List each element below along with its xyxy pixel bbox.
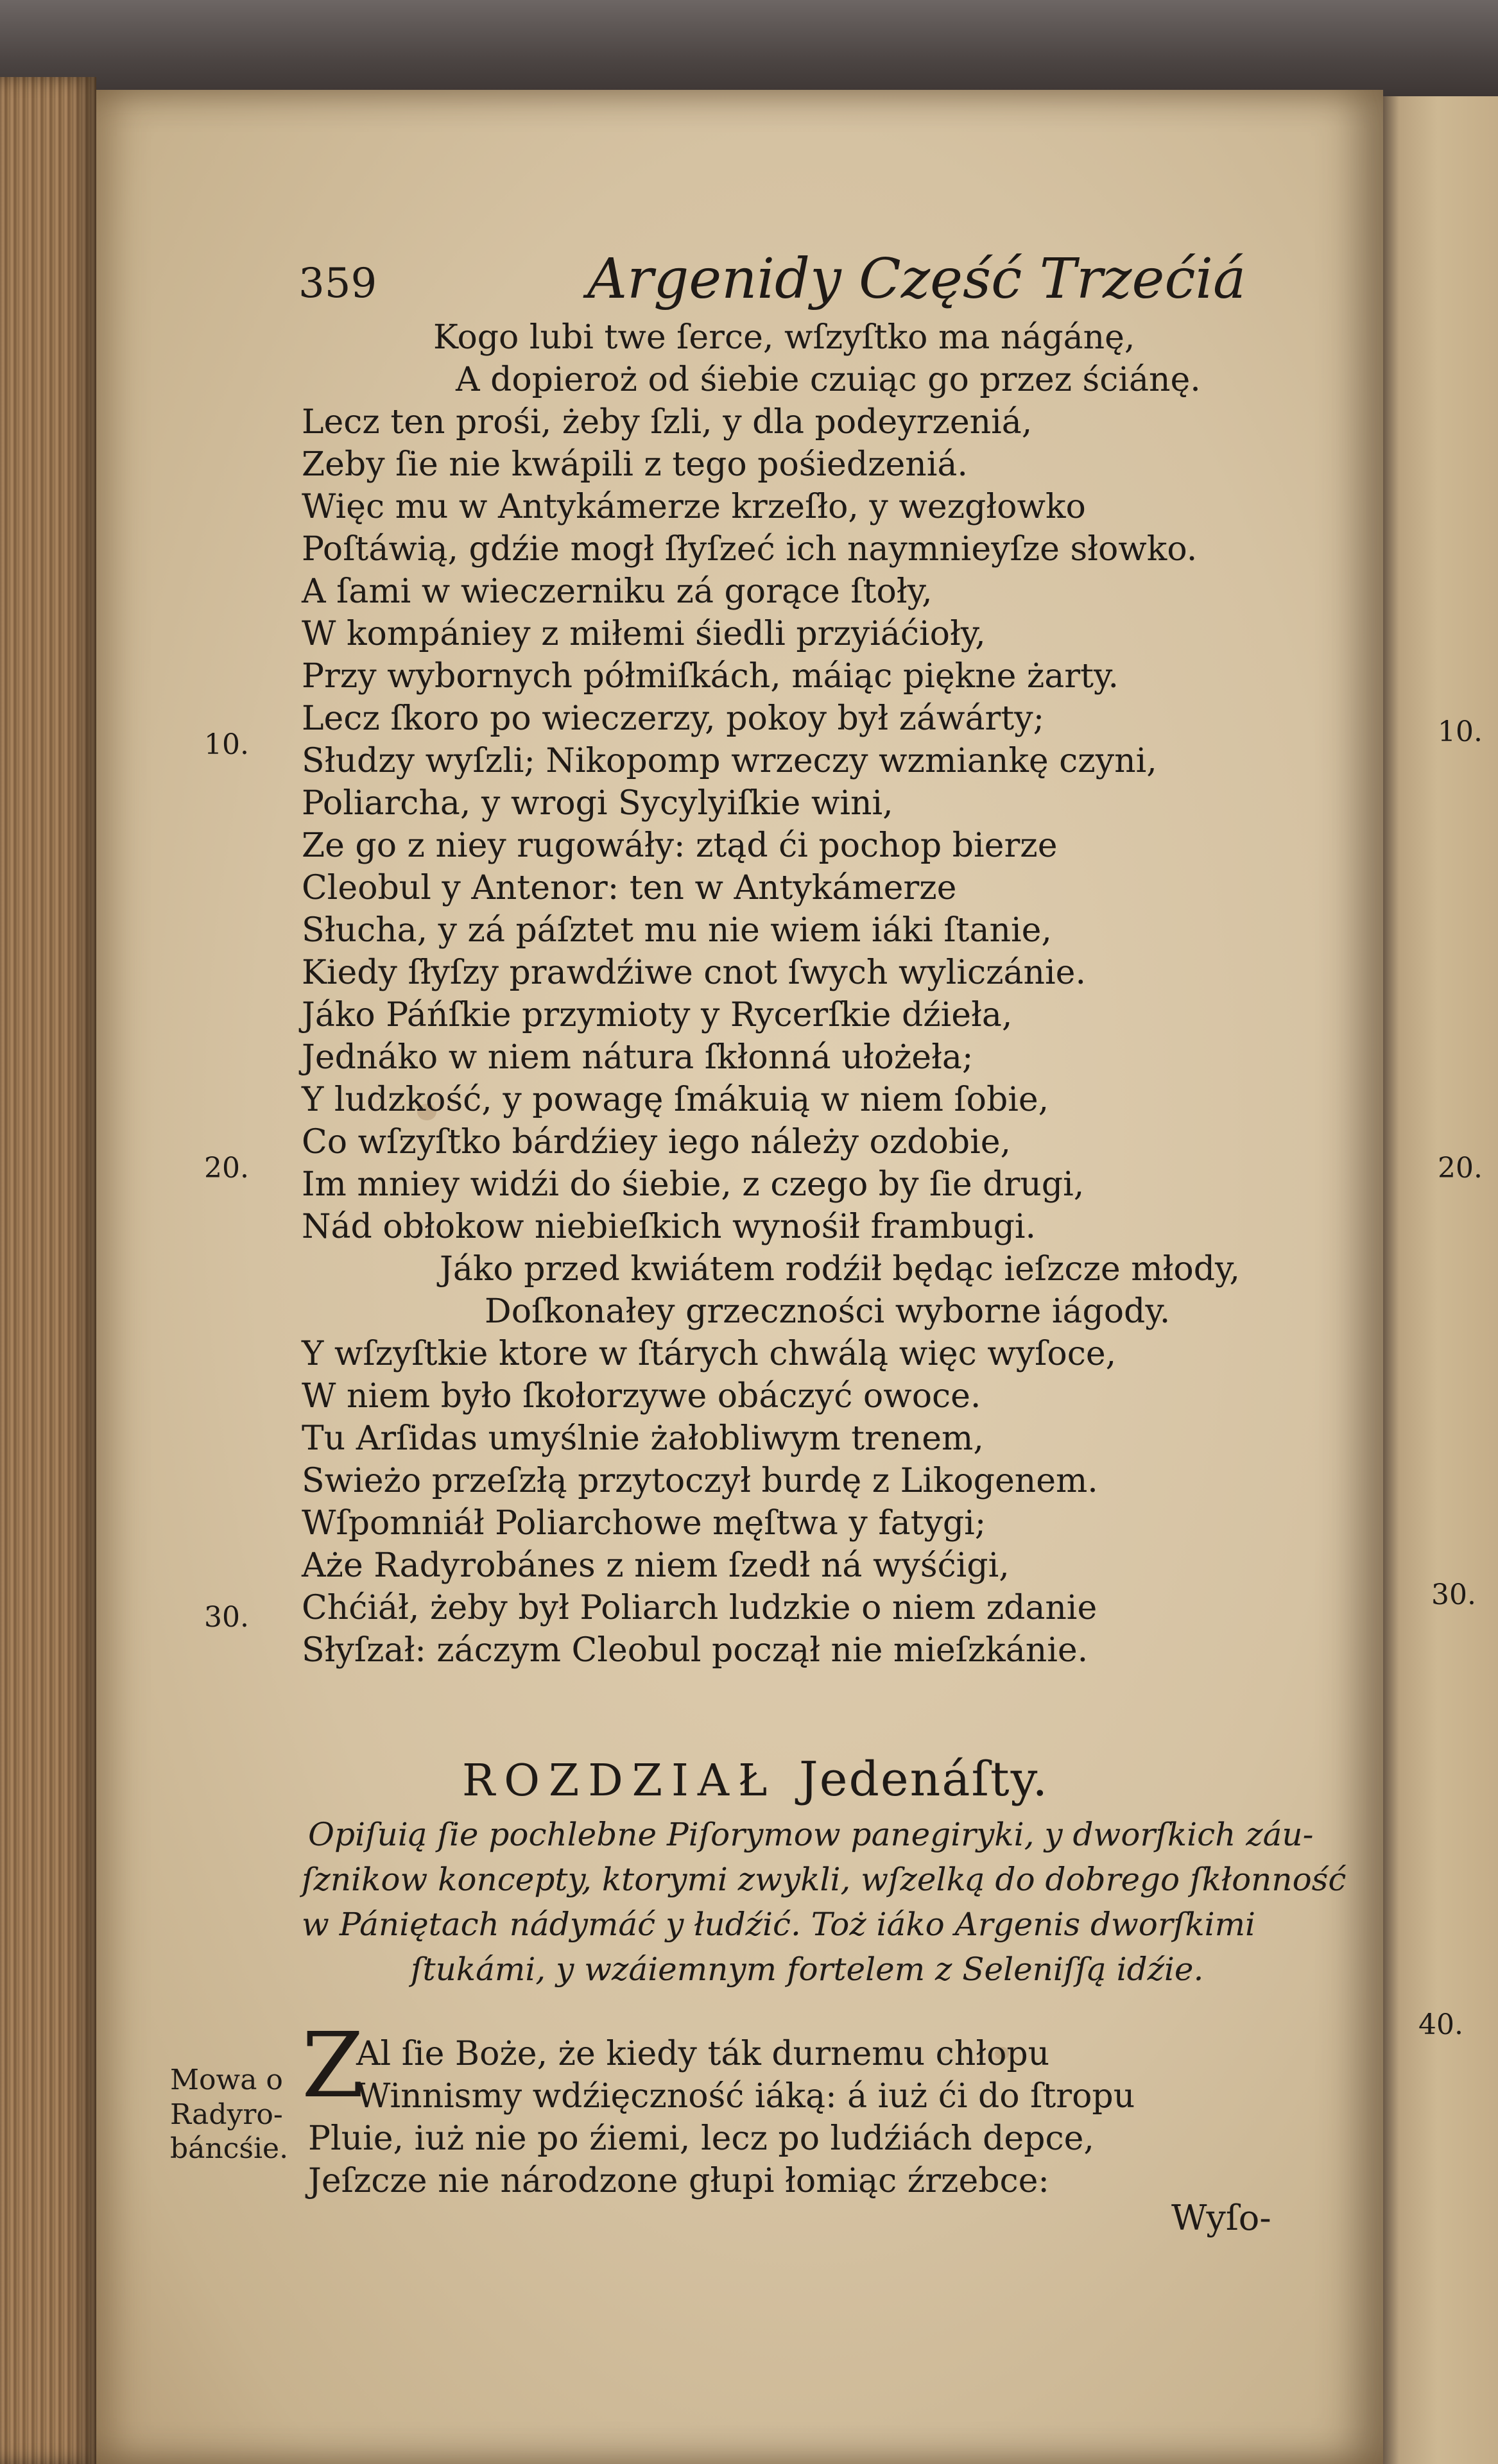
verse-line: Swieżo przeſzłą przytoczył burdę z Likogenem. bbox=[302, 1462, 1098, 1500]
book-cover-edge bbox=[0, 0, 1498, 103]
verse-line: Cleobul y Antenor: ten w Antykámerze bbox=[302, 869, 957, 907]
verse-line: Więc mu w Antykámerze krzeſło, y wezgłowko bbox=[302, 488, 1086, 526]
verse-line: Zeby ſie nie kwápili z tego pośiedzeniá. bbox=[302, 445, 968, 484]
verse-line: Ze go z niey rugowáły: ztąd ći pochop bierze bbox=[302, 826, 1058, 865]
verse-text bbox=[302, 318, 1264, 2233]
verse-line: Poſtáwią, gdźie mogł ſłyſzeć ich naymnieyſze słowko. bbox=[302, 530, 1198, 569]
verse-line: Kogo lubi twe ſerce, wſzyſtko ma nágánę, bbox=[433, 318, 1135, 357]
line-number-left: 10. bbox=[204, 728, 249, 761]
drop-cap: Z bbox=[302, 2014, 365, 2118]
page-header bbox=[298, 247, 1246, 318]
verse-line: A ſami w wieczerniku zá gorące ſtoły, bbox=[302, 572, 933, 611]
verse-line: Nád obłokow niebieſkich wynośił frambugi. bbox=[302, 1208, 1037, 1246]
line-number-right: 20. bbox=[1438, 1152, 1483, 1185]
verse-line: Doſkonałey grzeczności wyborne iágody. bbox=[485, 1292, 1171, 1331]
chapter-ordinal: Jedenáſty. bbox=[799, 1752, 1049, 1807]
chapter-summary-line: ſznikow koncepty, ktorymi zwykli, wſzelką do dobrego ſkłonność bbox=[302, 1861, 1347, 1898]
verse-line: Wſpomniáł Poliarchowe męſtwa y fatygi; bbox=[302, 1504, 986, 1543]
verse-line: Słudzy wyſzli; Nikopomp wrzeczy wzmiankę czyni, bbox=[302, 742, 1157, 780]
verse-line: Y wſzyſtkie ktore w ſtárych chwálą więc wyſoce, bbox=[302, 1335, 1117, 1373]
verse-line: Poliarcha, y wrogi Sycylyiſkie wini, bbox=[302, 784, 893, 823]
line-number-left: 30. bbox=[204, 1601, 249, 1634]
verse-line: Co wſzyſtko bárdźiey iego náleży ozdobie, bbox=[302, 1123, 1012, 1161]
verse-line: Słucha, y zá páſztet mu nie wiem iáki ſtanie, bbox=[302, 911, 1052, 950]
line-number-right: 40. bbox=[1418, 2008, 1463, 2041]
opening-line: Pluie, iuż nie po źiemi, lecz po ludźiách depce, bbox=[308, 2119, 1094, 2158]
chapter-summary-line: w Pániętach nádymáć y łudźić. Toż iáko Argenis dworſkimi bbox=[302, 1906, 1256, 1943]
opening-line: Jeſzcze nie národzone głupi łomiąc źrzebce: bbox=[308, 2162, 1049, 2200]
running-title: Argenidy Część Trzećiá bbox=[587, 247, 1246, 311]
verse-line: Lecz ſkoro po wieczerzy, pokoy był záwárty; bbox=[302, 699, 1045, 738]
marginal-note-line: Radyro- bbox=[170, 2098, 283, 2131]
chapter-label: ROZDZIAŁ bbox=[462, 1756, 777, 1806]
verse-line: Przy wybornych półmiſkách, máiąc piękne żarty. bbox=[302, 657, 1119, 696]
chapter-summary-line: Opiſuią ſie pochlebne Piſorymow panegiryki, y dworſkich záu- bbox=[308, 1816, 1314, 1853]
verse-line: A dopieroż od śiebie czuiąc go przez ściánę. bbox=[456, 361, 1201, 399]
verse-line: Lecz ten prośi, żeby ſzli, y dla podeyrzeniá, bbox=[302, 403, 1033, 441]
marginal-note bbox=[170, 2063, 288, 2166]
page-edges-left bbox=[0, 77, 96, 2464]
verse-line: Im mniey widźi do śiebie, z czego by ſie drugi, bbox=[302, 1165, 1085, 1204]
verse-line: Tu Arſidas umyślnie żałobliwym trenem, bbox=[302, 1419, 984, 1458]
opening-line: Al ſie Boże, że kiedy ták durnemu chłopu bbox=[356, 2035, 1050, 2073]
marginal-note-line: báncśie. bbox=[170, 2132, 289, 2166]
chapter-heading bbox=[462, 1752, 1049, 1807]
verse-line: Ażе Radyrobánes z niem ſzedł ná wyśćigi, bbox=[302, 1546, 1010, 1585]
verse-line: Jáko przed kwiátem rodźił będąc ieſzcze młody, bbox=[440, 1250, 1240, 1288]
verse-line: Kiedy ſłyſzy prawdźiwe cnot ſwych wyliczánie. bbox=[302, 954, 1086, 992]
line-number-right: 10. bbox=[1438, 715, 1483, 748]
verse-line: W kompániey z miłemi śiedli przyiáćioły, bbox=[302, 615, 986, 653]
chapter-summary-line: ſtukámi, y wzáiemnym fortelem z Seleniſſą idźie. bbox=[411, 1951, 1204, 1988]
catchword: Wyſo- bbox=[1171, 2198, 1271, 2238]
opening-line: Winnismy wdźięczność iáką: á iuż ći do ſtropu bbox=[356, 2077, 1135, 2116]
verse-line: Jednáko w niem nátura ſkłonná ułożeła; bbox=[302, 1038, 974, 1077]
verse-line: W niem było ſkołorzywe obáczyć owoce. bbox=[302, 1377, 981, 1416]
line-number-right: 30. bbox=[1431, 1579, 1476, 1611]
page-number: 359 bbox=[298, 260, 377, 307]
verse-line: Jáko Páńſkie przymioty y Rycerſkie dźieła, bbox=[302, 996, 1013, 1034]
marginal-note-line: Mowa o bbox=[170, 2064, 283, 2096]
verse-line: Y ludzkość, y powagę ſmákuią w niem ſobie, bbox=[302, 1081, 1049, 1119]
verse-line: Chćiáł, żeby był Poliarch ludzkie o niem zdanie bbox=[302, 1589, 1098, 1627]
line-number-left: 20. bbox=[204, 1152, 249, 1185]
facing-page-edge bbox=[1380, 96, 1498, 2464]
verse-line: Słyſzał: záczym Cleobul począł nie mieſzkánie. bbox=[302, 1631, 1089, 1670]
